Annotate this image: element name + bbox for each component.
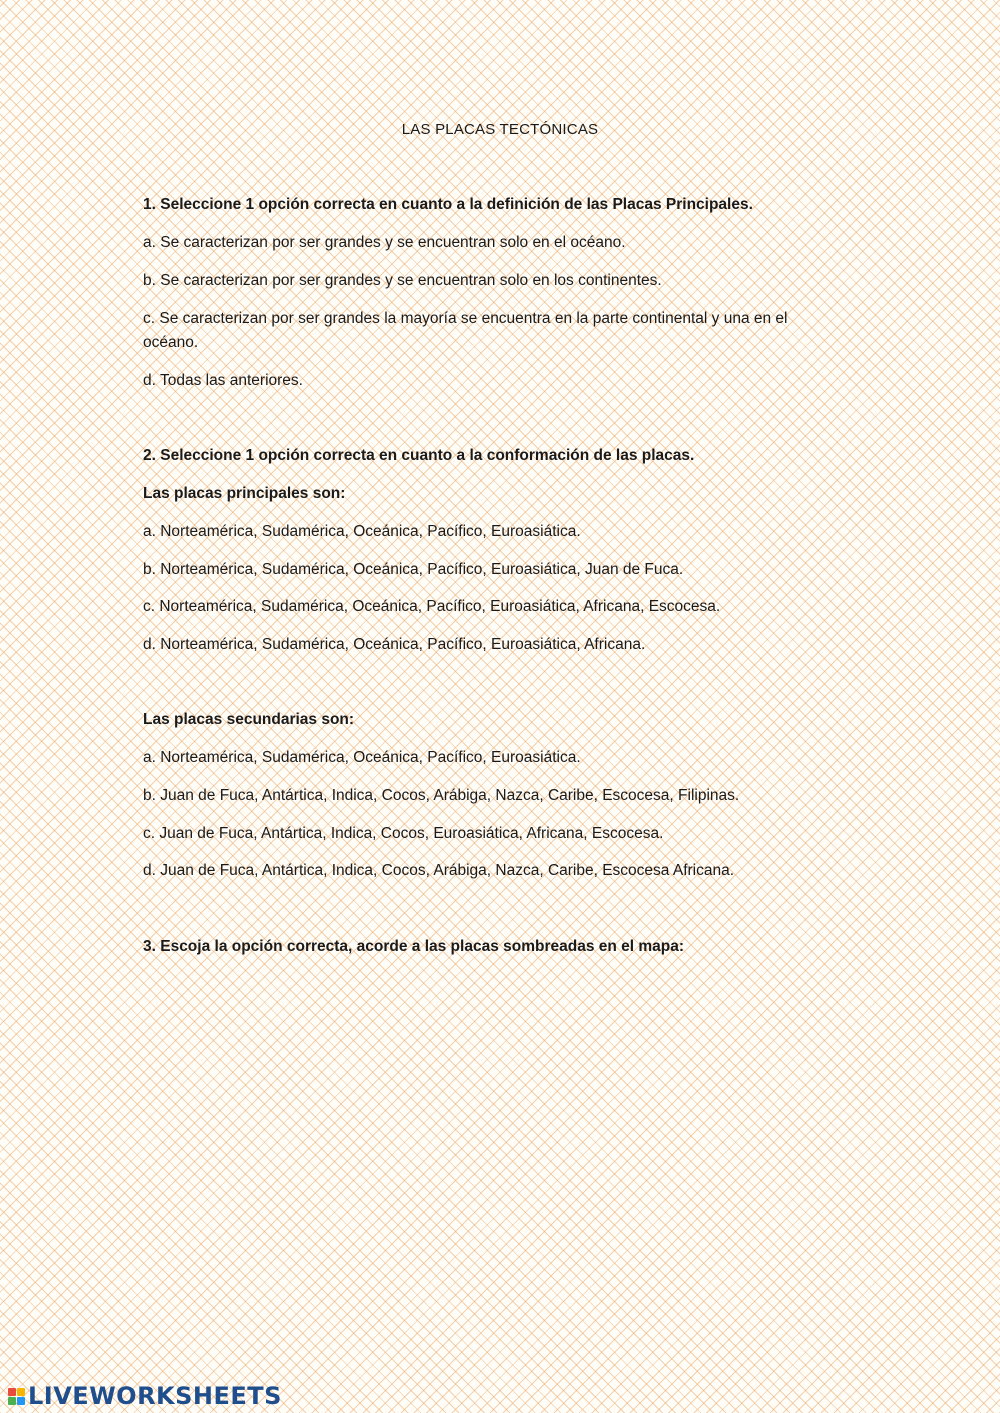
q1-option-b: b. Se caracterizan por ser grandes y se encuentran solo en los continentes. <box>143 272 662 289</box>
q2-secondary-option-b: b. Juan de Fuca, Antártica, Indica, Cocos, Arábiga, Nazca, Caribe, Escocesa, Filipinas. <box>143 787 740 804</box>
liveworksheets-logo <box>8 1383 282 1409</box>
question-2-heading: 2. Seleccione 1 opción correcta en cuanto a la conformación de las placas. <box>143 447 695 464</box>
q1-option-d: d. Todas las anteriores. <box>143 372 303 389</box>
logo-block-red <box>8 1388 16 1396</box>
q2-principal-option-a: a. Norteamérica, Sudamérica, Oceánica, Pacífico, Euroasiática. <box>143 523 581 540</box>
question-1-heading: 1. Seleccione 1 opción correcta en cuanto a la definición de las Placas Principales. <box>143 196 753 213</box>
q1-option-a: a. Se caracterizan por ser grandes y se encuentran solo en el océano. <box>143 234 626 251</box>
logo-block-green <box>8 1397 16 1405</box>
logo-block-yellow <box>17 1388 25 1396</box>
question-3-heading: 3. Escoja la opción correcta, acorde a las placas sombreadas en el mapa: <box>143 938 685 955</box>
logo-block-blue <box>17 1397 25 1405</box>
q1-option-c: c. Se caracterizan por ser grandes la mayoría se encuentra en la parte continental y una en el océano. <box>143 310 788 351</box>
q2-principal-option-d: d. Norteamérica, Sudamérica, Oceánica, Pacífico, Euroasiática, Africana. <box>143 636 646 653</box>
logo-blocks-icon <box>8 1388 25 1405</box>
brand-name: LIVEWORKSHEETS <box>28 1382 282 1410</box>
q2-secondary-option-d: d. Juan de Fuca, Antártica, Indica, Cocos, Arábiga, Nazca, Caribe, Escocesa Africana. <box>143 862 735 879</box>
q2-secondary-option-c: c. Juan de Fuca, Antártica, Indica, Cocos, Euroasiática, Africana, Escocesa. <box>143 825 664 842</box>
page-title: LAS PLACAS TECTÓNICAS <box>401 121 599 138</box>
principal-plates-label: Las placas principales son: <box>143 485 346 502</box>
q2-secondary-option-a: a. Norteamérica, Sudamérica, Oceánica, Pacífico, Euroasiática. <box>143 749 581 766</box>
q2-principal-option-b: b. Norteamérica, Sudamérica, Oceánica, Pacífico, Euroasiática, Juan de Fuca. <box>143 561 684 578</box>
q2-principal-option-c: c. Norteamérica, Sudamérica, Oceánica, Pacífico, Euroasiática, Africana, Escocesa. <box>143 598 721 615</box>
secondary-plates-label: Las placas secundarias son: <box>143 711 355 728</box>
